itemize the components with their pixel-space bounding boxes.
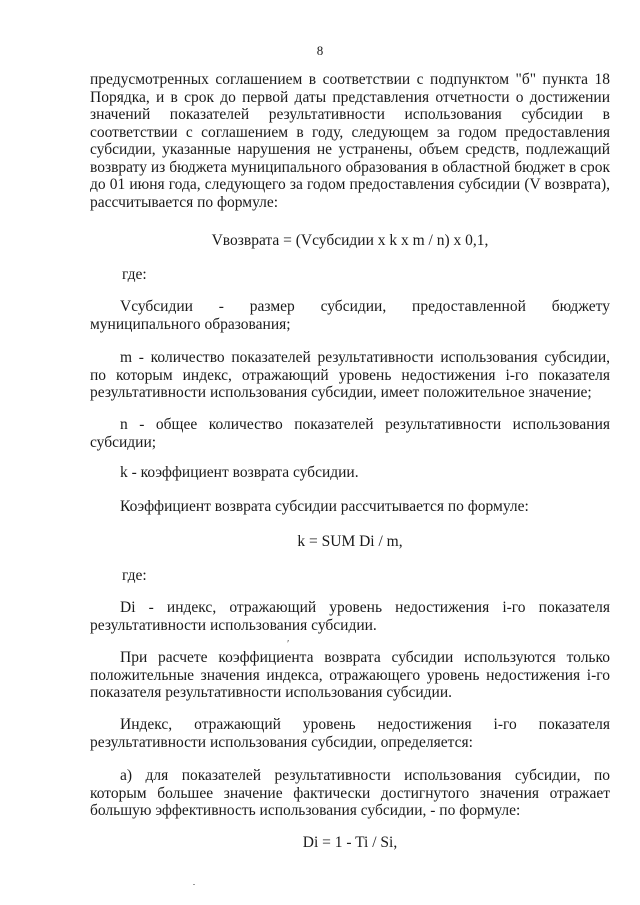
- where-label-2: где:: [122, 567, 147, 584]
- formula-k: k = SUM Di / m,: [297, 533, 403, 550]
- definition-v-subsidy: Vсубсидии - размер субсидии, предоставленной бюджету муниципального образования;: [90, 298, 610, 333]
- stray-mark: ′: [287, 638, 290, 650]
- k-formula-intro: Коэффициент возврата субсидии рассчитывается по формуле:: [120, 498, 529, 515]
- case-a-paragraph: а) для показателей результативности использования субсидии, по которым большее значение фактически достигнутого значения отражает большую эффективность использования субсидии, - по формуле:: [90, 767, 610, 819]
- definition-di: Di - индекс, отражающий уровень недостижения i-го показателя результативности использования субсидии.: [90, 599, 610, 634]
- where-label-1: где:: [122, 266, 147, 283]
- index-definition-intro: Индекс, отражающий уровень недостижения i-го показателя результативности использования субсидии, определяется:: [90, 716, 610, 751]
- calculation-note: При расчете коэффициента возврата субсидии используются только положительные значения индекса, отражающего уровень недостижения i-го показателя результативности использования субсидии.: [90, 649, 610, 701]
- paragraph-return-volume: предусмотренных соглашением в соответствии с подпунктом "б" пункта 18 Порядка, и в срок до первой даты представления отчетности о достижении значений показателей результативности использования субсидии в соответствии с соглашением в году, следующем за годом предоставления субсидии, указанные нарушения не устранены, объем средств, подлежащий возврату из бюджета муниципального образования в областной бюджет в срок до 01 июня года, следующего за годом предоставления субсидии (V возврата), рассчитывается по формуле:: [90, 71, 610, 211]
- definition-n: n - общее количество показателей результативности использования субсидии;: [90, 416, 610, 451]
- formula-v-return: Vвозврата = (Vсубсидии x k x m / n) x 0,1,: [211, 232, 489, 249]
- scan-speck: [193, 884, 195, 885]
- definition-m: m - количество показателей результативности использования субсидии, по которым индекс, отражающий уровень недостижения i-го показателя результативности использования субсидии, имеет положительное значение;: [90, 349, 610, 401]
- formula-di: Di = 1 - Ti / Si,: [302, 834, 398, 851]
- page-number: 8: [316, 43, 324, 58]
- definition-k: k - коэффициент возврата субсидии.: [120, 464, 359, 481]
